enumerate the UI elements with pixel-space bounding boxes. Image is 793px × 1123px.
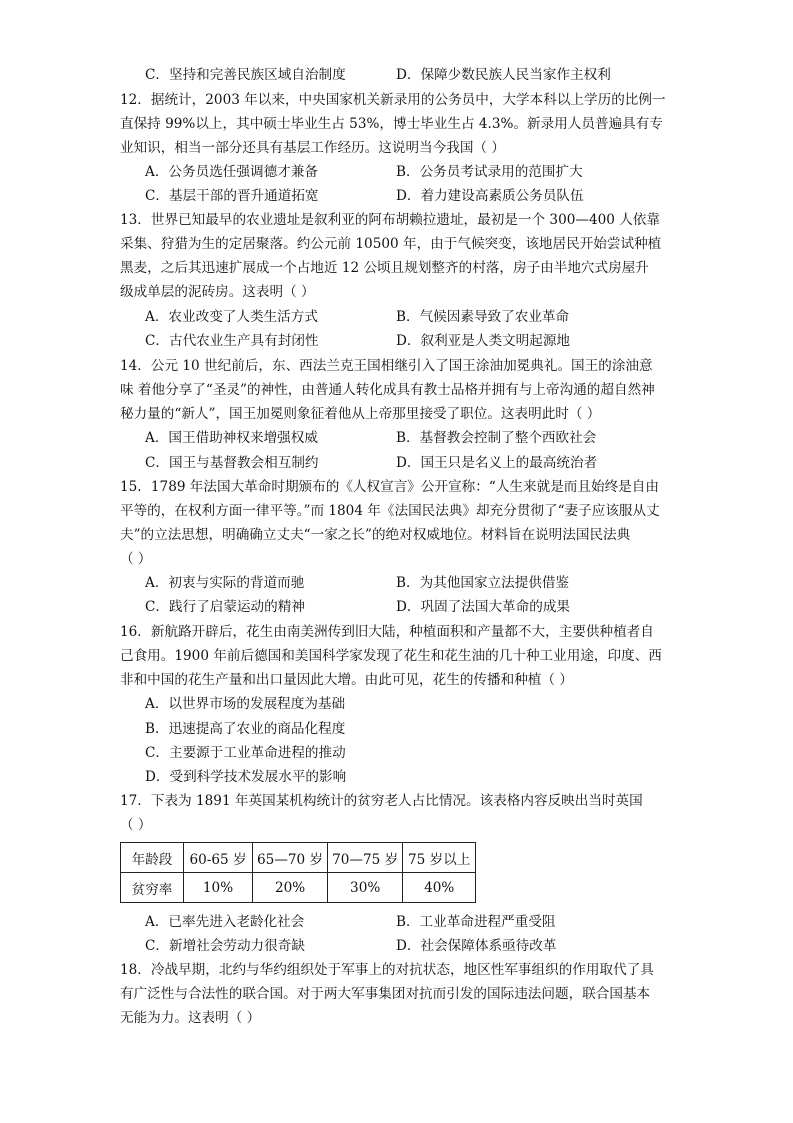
q17-option-c: C．新增社会劳动力很奇缺: [145, 938, 305, 954]
q16-option-c: C．主要源于工业革命进程的推动: [145, 745, 346, 761]
table-header-row: [121, 843, 476, 873]
q16-option-d: D．受到科学技术发展水平的影响: [145, 769, 347, 785]
q12-option-a: A．公务员选任强调德才兼备: [145, 164, 318, 180]
q12-option-d: D．着力建设高素质公务员队伍: [396, 188, 584, 204]
q13-stem-line-1: 13．世界已知最早的农业遗址是叙利亚的阿布胡赖拉遗址，最初是一个 300—400 人依靠: [120, 212, 661, 228]
q14-option-b: B．基督教会控制了整个西欧社会: [396, 430, 597, 446]
table-cell: 20%: [253, 873, 328, 903]
table-cell: 65—70 岁: [253, 843, 328, 873]
q15-stem-line-3: 夫”的立法思想，明确确立丈夫“一家之长”的绝对权威地位。材料旨在说明法国民法典: [120, 527, 631, 543]
q16-option-b: B．迅速提高了农业的商品化程度: [145, 721, 346, 737]
table-cell: 年龄段: [121, 843, 184, 873]
q14-option-d: D．国王只是名义上的最高统治者: [396, 455, 598, 471]
q12-stem-line-2: 直保持 99%以上，其中硕士毕业生占 53%，博士毕业生占 4.3%。新录用人员普遍具有专: [120, 116, 663, 132]
q14-option-c: C．国王与基督教会相互制约: [145, 455, 319, 471]
table-cell: 30%: [328, 873, 403, 903]
q17-stem-line-2: （ ）: [120, 817, 152, 833]
q13-option-c: C．古代农业生产具有封闭性: [145, 333, 319, 349]
q14-stem-line-1: 14．公元 10 世纪前后，东、西法兰克王国相继引入了国王涂油加冕典礼。国王的涂油意: [120, 358, 653, 374]
q14-stem-line-2: 味 着他分享了“圣灵”的神性，由普通人转化成具有教士品格并拥有与上帝沟通的超自然神: [120, 382, 655, 398]
q11-option-c: C．坚持和完善民族区域自治制度: [145, 67, 346, 83]
table-cell: 60-65 岁: [184, 843, 253, 873]
poverty-rate-table: [120, 842, 476, 903]
q13-stem-line-2: 采集、狩猎为生的定居聚落。约公元前 10500 年，由于气候突变，该地居民开始尝试种植: [120, 236, 662, 252]
q17-option-d: D．社会保障体系亟待改革: [396, 938, 557, 954]
q14-option-a: A．国王借助神权来增强权威: [145, 430, 318, 446]
q15-stem-line-2: 平等的，在权利方面一律平等。”而 1804 年《法国民法典》却充分贯彻了“妻子应该服从丈: [120, 503, 660, 519]
q15-stem-line-4: （ ）: [120, 551, 152, 567]
q15-option-a: A．初衷与实际的背道而驰: [145, 575, 305, 591]
q13-option-d: D．叙利亚是人类文明起源地: [396, 333, 571, 349]
q12-option-b: B．公务员考试录用的范围扩大: [396, 164, 583, 180]
q13-option-a: A．农业改变了人类生活方式: [145, 309, 318, 325]
table-cell: 70—75 岁: [328, 843, 403, 873]
q16-stem-line-2: 己食用。1900 年前后德国和美国科学家发现了花生和花生油的几十种工业用途，印度、西: [120, 648, 662, 664]
q18-stem-line-3: 无能为力。这表明（ ）: [120, 1010, 261, 1026]
table-cell: 75 岁以上: [403, 843, 476, 873]
q12-stem-line-1: 12．据统计，2003 年以来，中央国家机关新录用的公务员中，大学本科以上学历的比例一: [120, 92, 666, 108]
q11-option-d: D．保障少数民族人民当家作主权利: [396, 67, 611, 83]
q13-stem-line-4: 级成单层的泥砖房。这表明（ ）: [120, 284, 315, 300]
table-row: [121, 873, 476, 903]
q14-stem-line-3: 秘力量的“新人”，国王加冕则象征着他从上帝那里接受了职位。这表明此时（ ）: [120, 406, 601, 422]
table-cell: 10%: [184, 873, 253, 903]
q16-option-a: A．以世界市场的发展程度为基础: [145, 696, 346, 712]
q16-stem-line-1: 16．新航路开辟后，花生由南美洲传到旧大陆，种植面积和产量都不大，主要供种植者自: [120, 624, 654, 640]
q13-stem-line-3: 黑麦，之后其迅速扩展成一个占地近 12 公顷且规划整齐的村落，房子由半地穴式房屋升: [120, 260, 649, 276]
q17-stem-line-1: 17．下表为 1891 年英国某机构统计的贫穷老人占比情况。该表格内容反映出当时英国: [120, 793, 643, 809]
q13-option-b: B．气候因素导致了农业革命: [396, 309, 570, 325]
table-cell: 贫穷率: [121, 873, 184, 903]
q17-option-b: B．工业革命进程严重受阻: [396, 914, 556, 930]
q12-option-c: C．基层干部的晋升通道拓宽: [145, 188, 319, 204]
q15-option-b: B．为其他国家立法提供借鉴: [396, 575, 570, 591]
q16-stem-line-3: 非和中国的花生产量和出口量因此大增。由此可见，花生的传播和种植（ ）: [120, 672, 573, 688]
q18-stem-line-1: 18．冷战早期，北约与华约组织处于军事上的对抗状态，地区性军事组织的作用取代了具: [120, 962, 654, 978]
q12-stem-line-3: 业知识，相当一部分还具有基层工作经历。这说明当今我国（ ）: [120, 140, 505, 156]
q15-stem-line-1: 15．1789 年法国大革命时期颁布的《人权宣言》公开宣称：“人生来就是而且始终是自由: [120, 479, 659, 495]
q15-option-c: C．践行了启蒙运动的精神: [145, 599, 305, 615]
q18-stem-line-2: 有广泛性与合法性的联合国。对于两大军事集团对抗而引发的国际违法问题，联合国基本: [120, 986, 651, 1002]
q17-option-a: A．已率先进入老龄化社会: [145, 914, 305, 930]
table-cell: 40%: [403, 873, 476, 903]
q15-option-d: D．巩固了法国大革命的成果: [396, 599, 571, 615]
